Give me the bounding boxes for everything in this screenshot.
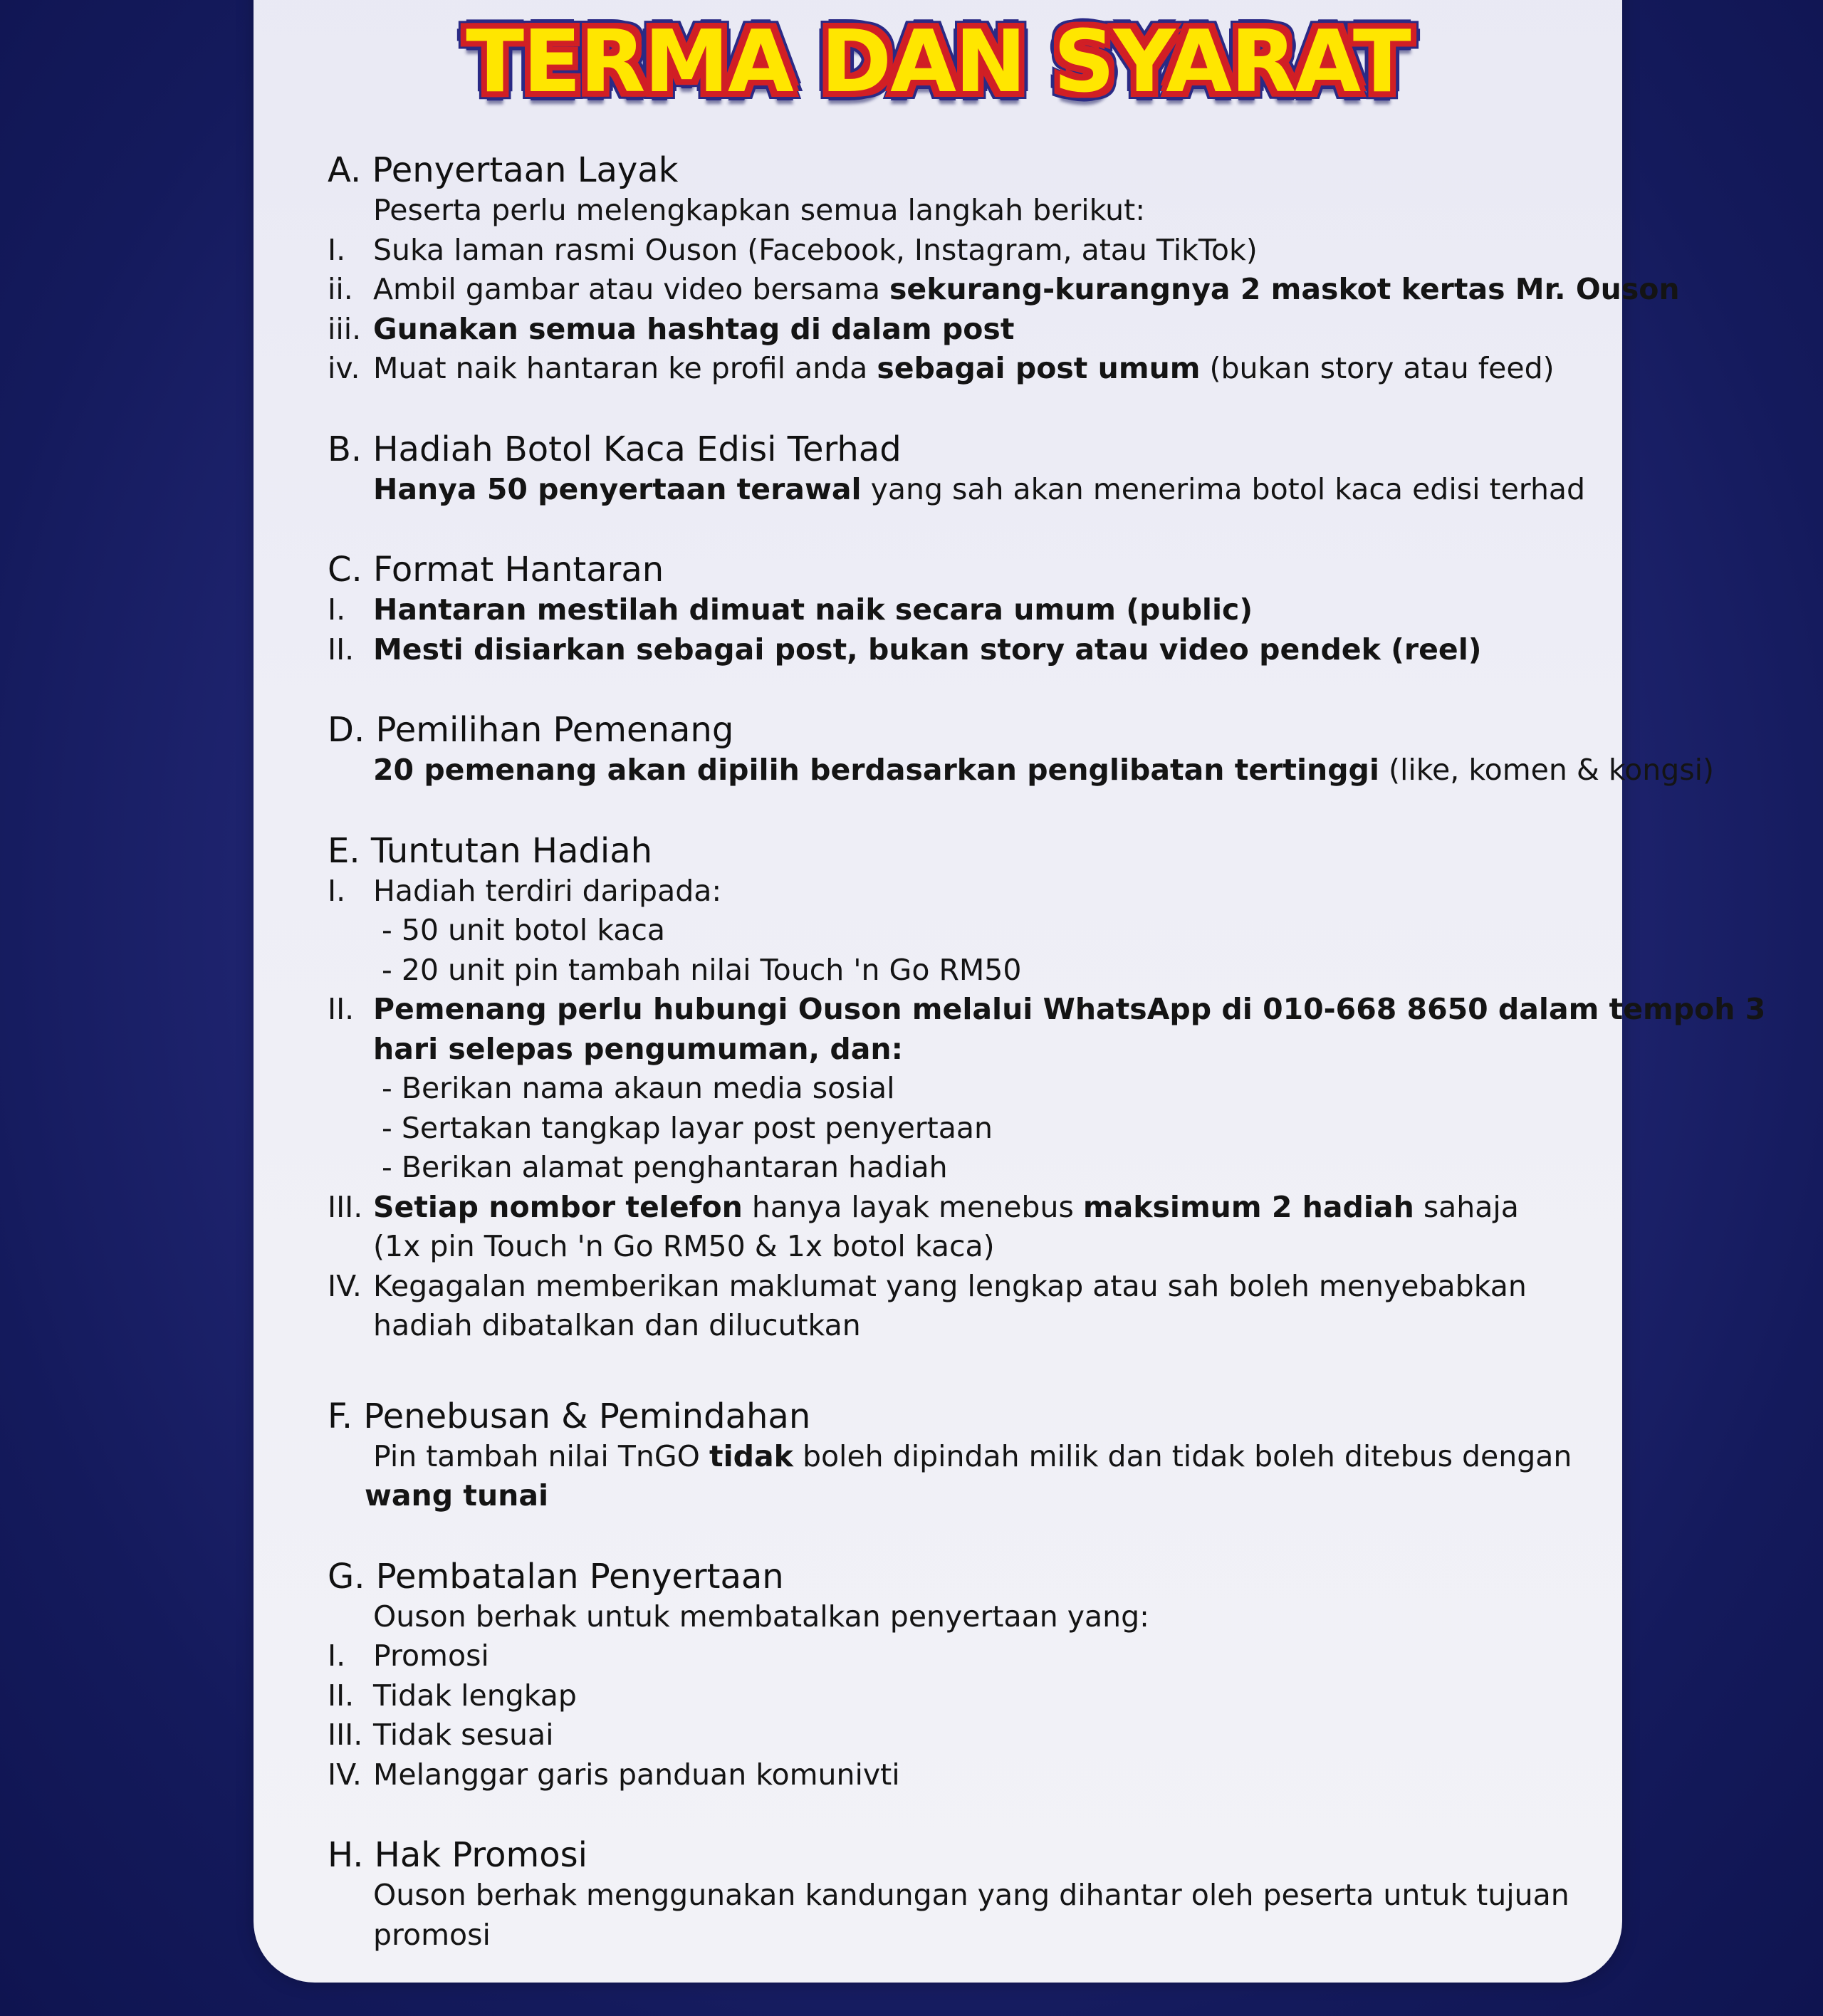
item-text: Melanggar garis panduan komunivti — [373, 1757, 900, 1792]
item-bold-text: hari selepas pengumuman, dan: — [373, 1031, 903, 1066]
section-g — [328, 1556, 1581, 1795]
sub-item: - Sertakan tangkap layar post penyertaan — [382, 1110, 993, 1145]
section-heading: F. Penebusan & Pemindahan — [328, 1396, 811, 1436]
section-heading: G. Pembatalan Penyertaan — [328, 1556, 784, 1597]
list-item — [328, 1267, 1581, 1307]
item-bold-text: Setiap nombor telefon — [373, 1189, 743, 1224]
item-number: I. — [328, 873, 346, 908]
section-heading: B. Hadiah Botol Kaca Edisi Terhad — [328, 429, 902, 469]
item-bold-text: sekurang-kurangnya 2 maskot kertas Mr. Ouson — [889, 272, 1680, 306]
item-number: iii. — [328, 311, 362, 346]
list-item — [328, 1715, 1581, 1755]
list-item — [328, 1755, 1581, 1795]
section-a — [328, 150, 1680, 389]
item-number: I. — [328, 592, 346, 627]
body-continuation — [328, 1476, 1581, 1516]
item-text: Tidak sesuai — [373, 1718, 554, 1752]
item-number: IV. — [328, 1268, 362, 1303]
list-item — [328, 872, 1581, 912]
list-item — [328, 1636, 1581, 1676]
list-item — [328, 231, 1581, 271]
section-heading: E. Tuntutan Hadiah — [328, 830, 653, 871]
body-bold-text: 20 pemenang akan dipilih berdasarkan penglibatan tertinggi — [373, 753, 1379, 787]
list-item — [328, 990, 1766, 1030]
item-number: III. — [328, 1189, 363, 1224]
item-text: (bukan story atau feed) — [1200, 351, 1555, 385]
item-number: III. — [328, 1718, 363, 1752]
item-text: Ambil gambar atau video bersama — [373, 272, 890, 306]
page-title: TERMA DAN SYARAT — [466, 13, 1410, 112]
item-bold-text: Mesti disiarkan sebagai post, bukan story atau video pendek (reel) — [373, 632, 1482, 667]
item-number: iv. — [328, 351, 360, 385]
item-continuation — [328, 1030, 1581, 1070]
section-c — [328, 549, 1581, 669]
section-heading: C. Format Hantaran — [328, 550, 664, 590]
section-intro: Ouson berhak untuk membatalkan penyertaan yang: — [373, 1599, 1149, 1634]
list-item — [328, 1676, 1581, 1716]
sub-item: - 20 unit pin tambah nilai Touch 'n Go RM50 — [382, 952, 1022, 987]
item-number: I. — [328, 1639, 346, 1673]
item-text: Suka laman rasmi Ouson (Facebook, Instagram, atau TikTok) — [373, 232, 1258, 267]
section-d — [328, 709, 1715, 790]
section-heading: H. Hak Promosi — [328, 1835, 587, 1875]
item-text: Kegagalan memberikan maklumat yang lengkap atau sah boleh menyebabkan — [373, 1268, 1527, 1303]
body-text: Pin tambah nilai TnGO — [373, 1438, 709, 1473]
body-text: (like, komen & kongsi) — [1379, 753, 1715, 787]
item-number: II. — [328, 632, 355, 667]
item-text: hanya layak menebus — [742, 1189, 1083, 1224]
item-bold-text: Pemenang perlu hubungi Ouson melalui WhatsApp di 010-668 8650 dalam tempoh 3 — [373, 992, 1766, 1026]
item-text: Promosi — [373, 1639, 489, 1673]
body-text: boleh dipindah milik dan tidak boleh ditebus dengan — [793, 1438, 1572, 1473]
body-bold-text: Hanya 50 penyertaan terawal — [373, 471, 862, 506]
item-number: I. — [328, 232, 346, 267]
section-body — [328, 470, 1586, 510]
list-item — [328, 630, 1581, 670]
item-bold-text: maksimum 2 hadiah — [1082, 1189, 1414, 1224]
section-heading: A. Penyertaan Layak — [328, 150, 679, 190]
body-continuation: promosi — [373, 1917, 491, 1952]
section-body — [328, 1437, 1581, 1477]
section-h — [328, 1834, 1581, 1955]
item-bold-text: sebagai post umum — [877, 351, 1201, 385]
sub-item: - Berikan nama akaun media sosial — [382, 1071, 895, 1105]
section-body — [328, 751, 1715, 790]
sub-item: - Berikan alamat penghantaran hadiah — [382, 1150, 948, 1184]
item-bold-text: Gunakan semua hashtag di dalam post — [373, 311, 1015, 346]
list-item — [328, 310, 1581, 350]
item-number: ii. — [328, 272, 353, 306]
item-text: Tidak lengkap — [373, 1678, 577, 1713]
section-e — [328, 830, 1766, 1346]
list-item — [328, 590, 1581, 630]
item-number: IV. — [328, 1757, 362, 1792]
sub-item: - 50 unit botol kaca — [382, 913, 666, 947]
item-continuation: hadiah dibatalkan dan dilucutkan — [373, 1308, 861, 1342]
section-b — [328, 429, 1586, 510]
section-intro: Peserta perlu melengkapkan semua langkah berikut: — [373, 193, 1146, 227]
list-item — [328, 1188, 1581, 1228]
item-number: II. — [328, 992, 355, 1026]
item-text: Hadiah terdiri daripada: — [373, 873, 722, 908]
item-number: II. — [328, 1678, 355, 1713]
body-bold-text: wang tunai — [365, 1478, 549, 1513]
terms-content — [328, 150, 1766, 1995]
item-continuation: (1x pin Touch 'n Go RM50 & 1x botol kaca) — [373, 1229, 995, 1263]
section-f — [328, 1396, 1581, 1516]
body-bold-text: tidak — [709, 1438, 793, 1473]
list-item — [328, 349, 1581, 389]
item-text: sahaja — [1414, 1189, 1519, 1224]
section-heading: D. Pemilihan Pemenang — [328, 710, 734, 750]
list-item — [328, 270, 1680, 310]
item-bold-text: Hantaran mestilah dimuat naik secara umum (public) — [373, 592, 1253, 627]
item-text: Muat naik hantaran ke profil anda — [373, 351, 877, 385]
body-text: yang sah akan menerima botol kaca edisi terhad — [861, 471, 1586, 506]
section-body: Ouson berhak menggunakan kandungan yang dihantar oleh peserta untuk tujuan — [373, 1878, 1569, 1912]
